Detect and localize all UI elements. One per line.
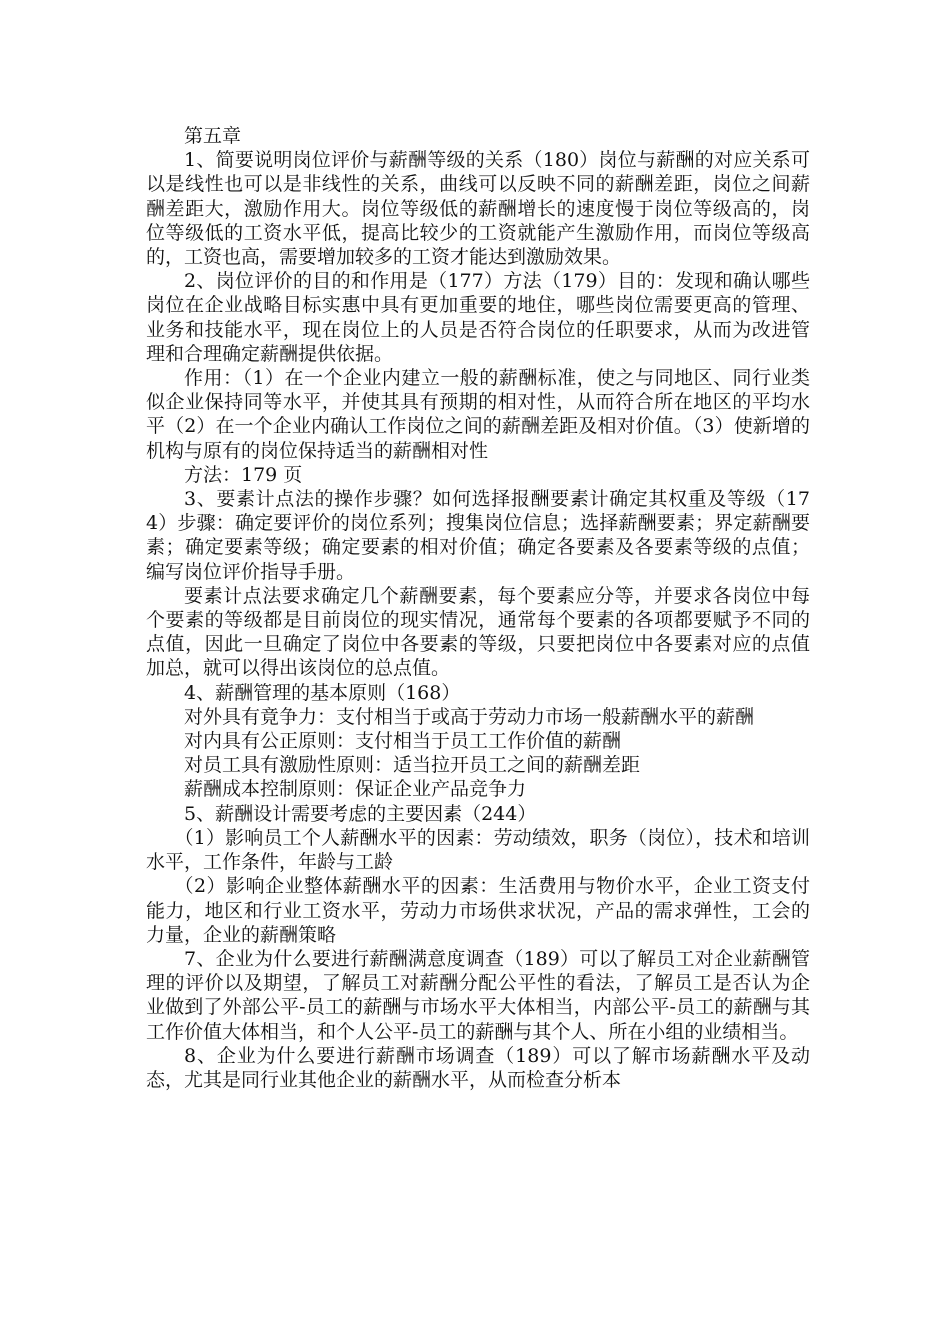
paragraph-q4-cost: 薪酬成本控制原则：保证企业产品竞争力 xyxy=(184,778,527,801)
paragraph-q5-individual: （1）影响员工个人薪酬水平的因素：劳动绩效，职务（岗位），技术和培训水平，工作条件，年龄与工龄 xyxy=(146,826,810,874)
chapter-heading: 第五章 xyxy=(184,125,242,147)
paragraph-q2: 2、岗位评价的目的和作用是（177）方法（179）目的：发现和确认哪些岗位在企业战略目标实惠中具有更加重要的地住，哪些岗位需要更高的管理、业务和技能水平，现在岗位上的人员是否符合岗位的任职要求，从而为改进管理和合理确定薪酬提供依据。 xyxy=(146,270,810,365)
paragraph-q2-method: 方法：179 页 xyxy=(184,463,303,486)
paragraph-q4-external: 对外具有竟争力：支付相当于或高于劳动力市场一般薪酬水平的薪酬 xyxy=(184,705,755,728)
paragraph-q3: 3、要素计点法的操作步骤？如何选择报酬要素计确定其权重及等级（174）步骤：确定要评价的岗位系列；搜集岗位信息；选择薪酬要素；界定薪酬要素；确定要素等级；确定要素的相对价值；确定各要素及各要素等级的点值；编写岗位评价指导手册。 xyxy=(146,488,810,583)
paragraph-q1: 1、简要说明岗位评价与薪酬等级的关系（180）岗位与薪酬的对应关系可以是线性也可以是非线性的关系，曲线可以反映不同的薪酬差距，岗位之间薪酬差距大，激励作用大。岗位等级低的薪酬增长的速度慢于岗位等级高的，岗位等级低的工资水平低，提高比较少的工资就能产生激励作用，而岗位等级高的，工资也高，需要增加较多的工资才能达到激励效果。 xyxy=(146,149,810,269)
paragraph-q4-incentive: 对员工具有激励性原则：适当拉开员工之间的薪酬差距 xyxy=(184,754,641,777)
paragraph-q4: 4、薪酬管理的基本原则（168） xyxy=(184,681,461,704)
document-page xyxy=(146,124,810,1092)
paragraph-q2-effect: 作用：（1）在一个企业内建立一般的薪酬标准，使之与同地区、同行业类似企业保持同等水平，并使其具有预期的相对性，从而符合所在地区的平均水平（2）在一个企业内确认工作岗位之间的薪酬差距及相对价值。（3）使新增的机构与原有的岗位保持适当的薪酬相对性 xyxy=(146,367,810,462)
paragraph-q5-enterprise: （2）影响企业整体薪酬水平的因素：生活费用与物价水平，企业工资支付能力，地区和行业工资水平，劳动力市场供求状况，产品的需求弹性，工会的力量，企业的薪酬策略 xyxy=(146,875,810,946)
paragraph-q8: 8、企业为什么要进行薪酬市场调查（189）可以了解市场薪酬水平及动态，尤其是同行业其他企业的薪酬水平，从而检查分析本 xyxy=(146,1044,810,1091)
paragraph-q3-detail: 要素计点法要求确定几个薪酬要素，每个要素应分等，并要求各岗位中每个要素的等级都是目前岗位的现实情况，通常每个要素的各项都要赋予不同的点值，因此一旦确定了岗位中各要素的等级，只要把岗位中各要素对应的点值加总，就可以得出该岗位的总点值。 xyxy=(146,584,810,680)
paragraph-q5: 5、薪酬设计需要考虑的主要因素（244） xyxy=(184,802,537,825)
paragraph-q4-internal: 对内具有公正原则：支付相当于员工工作价值的薪酬 xyxy=(184,730,622,753)
paragraph-q7: 7、企业为什么要进行薪酬满意度调查（189）可以了解员工对企业薪酬管理的评价以及期望，了解员工对薪酬分配公平性的看法，了解员工是否认为企业做到了外部公平-员工的薪酬与市场水平大体相当，内部公平-员工的薪酬与其工作价值大体相当，和个人公平-员工的薪酬与其个人、所在小组的业绩相当。 xyxy=(146,947,810,1043)
